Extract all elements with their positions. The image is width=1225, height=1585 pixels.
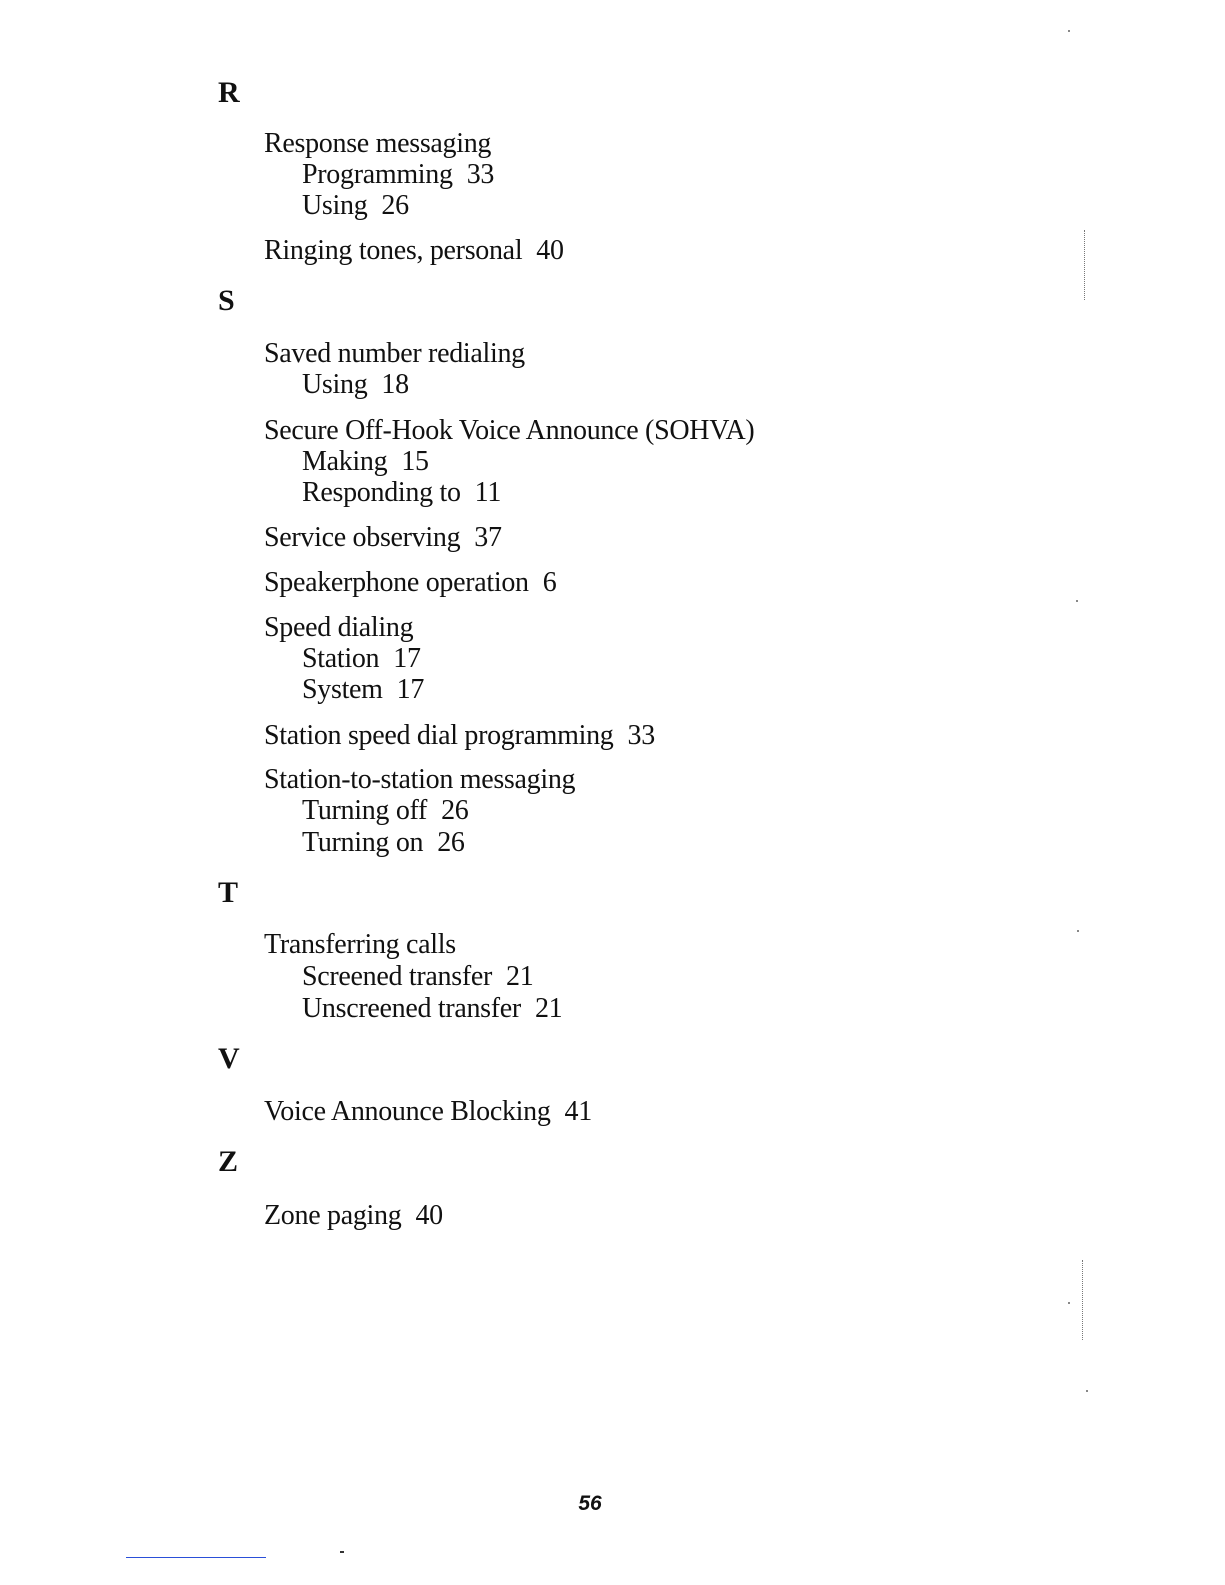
index-subentry-turning-on bbox=[302, 827, 465, 858]
index-entry-sohva bbox=[264, 415, 754, 446]
index-subentry-station bbox=[302, 643, 421, 674]
page-ref: 17 bbox=[393, 643, 421, 674]
entry-term: Secure Off-Hook Voice Announce (SOHVA) bbox=[264, 415, 755, 446]
subentry-term: Using bbox=[302, 369, 368, 400]
scan-artifact bbox=[1086, 1390, 1088, 1392]
subentry-term: Responding to bbox=[302, 477, 461, 508]
page-ref: 33 bbox=[466, 159, 495, 190]
page-ref: 21 bbox=[534, 993, 563, 1024]
page-ref: 33 bbox=[627, 720, 655, 751]
scan-artifact bbox=[1084, 230, 1087, 300]
subentry-term: Screened transfer bbox=[302, 961, 493, 992]
entry-term: Ringing tones, personal bbox=[264, 235, 523, 266]
index-entry-speed-dialing bbox=[264, 612, 413, 643]
index-entry-service-observing bbox=[264, 522, 502, 553]
entry-term: Saved number redialing bbox=[264, 338, 525, 369]
section-letter-t: T bbox=[218, 876, 239, 909]
entry-term: Station-to-station messaging bbox=[264, 764, 576, 795]
subentry-term: Using bbox=[302, 190, 368, 221]
section-letter-z: Z bbox=[218, 1145, 239, 1178]
section-letter-s: S bbox=[218, 284, 235, 317]
subentry-term: Station bbox=[302, 643, 380, 674]
scan-artifact bbox=[1082, 1260, 1085, 1340]
scan-artifact bbox=[340, 1551, 344, 1553]
index-entry-transferring-calls bbox=[264, 929, 456, 960]
index-entry-ringing-tones bbox=[264, 235, 564, 266]
index-subentry-using bbox=[302, 369, 409, 400]
page-ref: 40 bbox=[536, 235, 564, 266]
index-subentry-programming bbox=[302, 159, 494, 190]
index-subentry-screened-transfer bbox=[302, 961, 533, 992]
scan-artifact bbox=[1068, 30, 1070, 32]
index-entry-speakerphone-operation bbox=[264, 567, 556, 598]
page-ref: 6 bbox=[542, 567, 557, 598]
scan-artifact bbox=[1077, 930, 1079, 932]
index-subentry-making bbox=[302, 446, 429, 477]
subentry-term: Programming bbox=[302, 159, 453, 190]
entry-term: Speakerphone operation bbox=[264, 567, 529, 598]
index-subentry-system bbox=[302, 674, 424, 705]
page-ref: 26 bbox=[437, 827, 465, 858]
entry-term: Response messaging bbox=[264, 128, 492, 159]
page-ref: 18 bbox=[381, 369, 409, 400]
page-ref: 17 bbox=[396, 674, 425, 705]
subentry-term: Making bbox=[302, 446, 388, 477]
index-entry-zone-paging bbox=[264, 1200, 443, 1231]
index-subentry-turning-off bbox=[302, 795, 468, 826]
entry-term: Service observing bbox=[264, 522, 461, 553]
index-entry-response-messaging bbox=[264, 128, 491, 159]
index-subentry-responding-to bbox=[302, 477, 501, 508]
page-ref: 26 bbox=[441, 795, 469, 826]
page-ref: 37 bbox=[474, 522, 502, 553]
page-ref: 41 bbox=[564, 1096, 592, 1127]
entry-term: Station speed dial programming bbox=[264, 720, 614, 751]
subentry-term: Turning off bbox=[302, 795, 428, 826]
section-letter-r: R bbox=[218, 76, 240, 109]
index-entry-station-speed-dial-programming bbox=[264, 720, 655, 751]
page-ref: 21 bbox=[506, 961, 534, 992]
page-number: 56 bbox=[578, 1492, 602, 1515]
page-ref: 26 bbox=[381, 190, 409, 221]
page-ref: 11 bbox=[474, 477, 502, 508]
section-letter-v: V bbox=[218, 1042, 240, 1075]
subentry-term: System bbox=[302, 674, 383, 705]
entry-term: Speed dialing bbox=[264, 612, 414, 643]
index-subentry-using bbox=[302, 190, 409, 221]
index-entry-saved-number-redialing bbox=[264, 338, 525, 369]
entry-term: Zone paging bbox=[264, 1200, 402, 1231]
page-ref: 15 bbox=[401, 446, 429, 477]
entry-term: Transferring calls bbox=[264, 929, 456, 960]
scan-artifact bbox=[1076, 600, 1078, 602]
index-entry-station-to-station-messaging bbox=[264, 764, 575, 795]
index-subentry-unscreened-transfer bbox=[302, 993, 562, 1024]
scan-artifact bbox=[1068, 1302, 1070, 1304]
index-entry-voice-announce-blocking bbox=[264, 1096, 592, 1127]
page-ref: 40 bbox=[415, 1200, 443, 1231]
scan-artifact bbox=[126, 1557, 266, 1558]
subentry-term: Unscreened transfer bbox=[302, 993, 521, 1024]
entry-term: Voice Announce Blocking bbox=[264, 1096, 551, 1127]
subentry-term: Turning on bbox=[302, 827, 424, 858]
